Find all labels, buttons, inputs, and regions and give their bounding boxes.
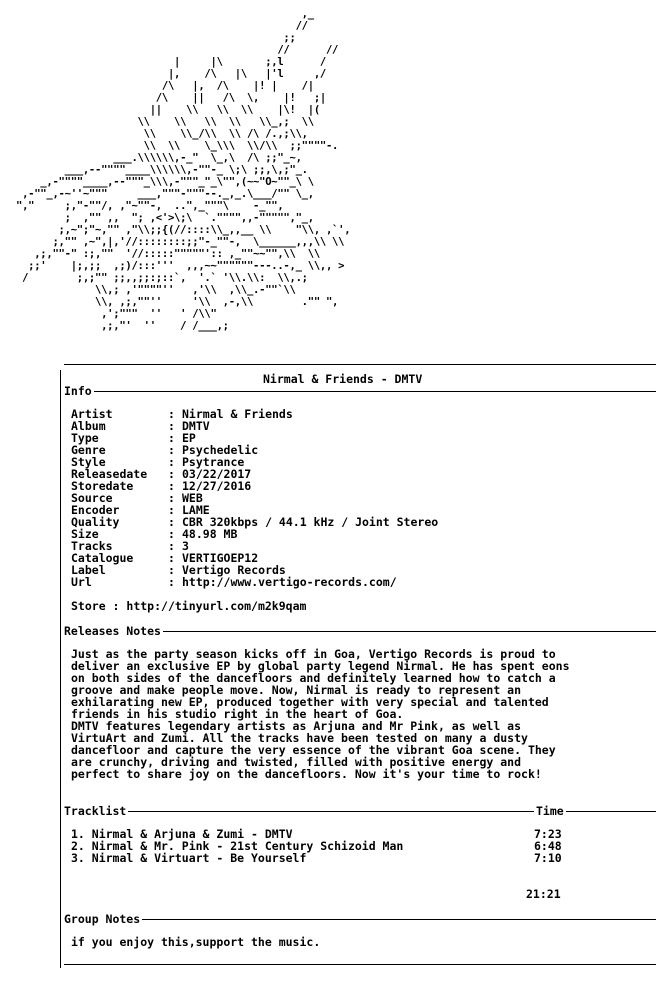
info-value: 3: [182, 539, 189, 553]
info-key: Releasedate: [71, 467, 148, 481]
notes-body: [71, 648, 570, 780]
track-time: 7:10: [534, 851, 562, 865]
info-row: [71, 492, 438, 504]
track-title: 2. Nirmal & Mr. Pink - 21st Century Schizoid Man: [71, 839, 404, 853]
info-value: 48.98 MB: [182, 527, 238, 541]
info-key: Artist: [71, 407, 113, 421]
info-key: Catalogue: [71, 551, 134, 565]
info-fields: [71, 408, 438, 588]
info-key: Label: [71, 563, 106, 577]
info-key: Quality: [71, 515, 120, 529]
info-row: [71, 576, 438, 588]
store-link[interactable]: http://tinyurl.com/m2k9qam: [126, 599, 307, 613]
info-key: Source: [71, 491, 113, 505]
colon-separator: :: [168, 575, 175, 589]
tracklist-body: [71, 828, 562, 864]
info-row: [71, 408, 438, 420]
store-label: Store: [71, 599, 106, 613]
tracklist-heading: Tracklist: [64, 804, 127, 818]
track-title: 1. Nirmal & Arjuna & Zumi - DMTV: [71, 827, 293, 841]
colon-separator: :: [168, 551, 175, 565]
tracklist-rule: [64, 811, 656, 812]
info-key: Encoder: [71, 503, 120, 517]
ascii-art-logo: ,_ // ;; // // | |\ ;,l / |, /\ |\ |'l ,/ /\ |, /\ |! | /| /\ || /\ \, |! ;| || \\ \\ \\ |\! |( \\ \\ \\ \\ \\_,; \\ \\ \\_/\\ \\ /\ /.,;\\, \\ \\ \_\\\ \\/\\ ;;""""-. ___.\\\\\\,-_" \_,\ /\ ;;"_~, ___,--""""____\\\\\\,-""-_ \;\ ;;,\,;"_. _,-""""____,--"""_\\\,-"""_"_\"",(~~"O~""_\ \ ,-""_,-~''~""" ___,"""-"""--._,_.\___/"" \_, "," ;,"-""/, ,"~""-, ..",_"""\ -_"", ; ,"" ,, "; ,<'>\;\ `."""",,-""""","_, ;,~";"~,"" ,"\\;;{(//::::\\_,,__ \\ "\\, ,`', ;,"" ,~",|,'//::::::::;;"-_""-, \______,,,\\ \\ ,;,""-" :;,"" '//:::::"""""':: ,_""~~"",\\ \\ ;;' |;,;; ,;)/:::''' ,,,~~""""""---..-,_ \\,, > / ;,;"" ;;,,;;:;::`, '.` '\\.\\: \\,.; \\,; ,'""""'' ,'\\ ,\\_.-""`\\ \\, ,;,""'' '\\ ,-,\\ ."" ", ,';""" '' ' /\\" ,;,"' '' / /___,;: [16, 8, 351, 332]
track-row: [71, 852, 562, 864]
info-row: [71, 528, 438, 540]
colon-separator: :: [168, 467, 175, 481]
info-key: Size: [71, 527, 99, 541]
info-value: 03/22/2017: [182, 467, 252, 481]
notes-line: are crunchy, driving and twisted, filled with positive energy and: [71, 755, 522, 769]
left-rule: [60, 370, 61, 968]
colon-separator: :: [168, 455, 175, 469]
group-rule: [64, 919, 656, 920]
info-row: [71, 420, 438, 432]
track-title: 3. Nirmal & Virtuart - Be Yourself: [71, 851, 307, 865]
info-key: Style: [71, 455, 106, 469]
info-value: LAME: [182, 503, 210, 517]
info-key: Tracks: [71, 539, 113, 553]
info-value: Psychedelic: [182, 443, 259, 457]
colon-separator: :: [168, 527, 175, 541]
info-value: Nirmal & Friends: [182, 407, 293, 421]
notes-heading: Releases Notes: [64, 624, 161, 638]
info-value[interactable]: http://www.vertigo-records.com/: [182, 575, 397, 589]
info-value: WEB: [182, 491, 203, 505]
info-key: Type: [71, 431, 99, 445]
info-row: [71, 516, 438, 528]
colon-separator: :: [168, 563, 175, 577]
colon-separator: :: [168, 431, 175, 445]
info-key: Url: [71, 575, 92, 589]
info-key: Storedate: [71, 479, 134, 493]
notes-line: friends in his studio right in the heart of Goa.: [71, 707, 404, 721]
info-value: Vertigo Records: [182, 563, 286, 577]
info-value: CBR 320kbps / 44.1 kHz / Joint Stereo: [182, 515, 439, 529]
group-heading: Group Notes: [64, 912, 141, 926]
top-rule: [64, 364, 656, 365]
notes-line: deliver an exclusive EP by global party legend Nirmal. He has spent eons: [71, 659, 570, 673]
info-key: Genre: [71, 443, 106, 457]
info-value: Psytrance: [182, 455, 245, 469]
info-key: Album: [71, 419, 106, 433]
colon-separator: :: [168, 515, 175, 529]
colon-separator: :: [168, 419, 175, 433]
colon-separator: :: [168, 503, 175, 517]
notes-line: exhilarating new EP, produced together with very special and talented: [71, 695, 549, 709]
colon-separator: :: [168, 491, 175, 505]
notes-line: dancefloor and capture the very essence of the vibrant Goa scene. They: [71, 743, 556, 757]
info-row: [71, 444, 438, 456]
nfo-panel: [60, 364, 656, 968]
info-rule: [64, 391, 656, 392]
colon-separator: :: [168, 539, 175, 553]
bottom-rule: [64, 964, 656, 965]
total-time: 21:21: [526, 887, 561, 901]
notes-line: DMTV features legendary artists as Arjuna and Mr Pink, as well as: [71, 719, 522, 733]
notes-line: on both sides of the dancefloors and definitely learned how to catch a: [71, 671, 556, 685]
info-value: DMTV: [182, 419, 210, 433]
notes-line: Just as the party season kicks off in Goa, Vertigo Records is proud to: [71, 647, 556, 661]
info-value: 12/27/2016: [182, 479, 252, 493]
colon-separator: :: [168, 407, 175, 421]
track-time: 6:48: [534, 839, 562, 853]
time-heading: Time: [536, 804, 564, 818]
group-notes-text: if you enjoy this,support the music.: [71, 935, 321, 949]
store-line: Store : http://tinyurl.com/m2k9qam: [71, 599, 307, 613]
release-title: Nirmal & Friends - DMTV: [263, 372, 423, 386]
info-row: [71, 480, 438, 492]
info-heading: Info: [64, 384, 92, 398]
colon-separator: :: [168, 479, 175, 493]
notes-line: perfect to share joy on the dancefloors. Now it's your time to rock!: [71, 767, 542, 781]
info-value: VERTIGOEP12: [182, 551, 259, 565]
colon-separator: :: [168, 443, 175, 457]
info-value: EP: [182, 431, 196, 445]
track-time: 7:23: [534, 827, 562, 841]
notes-line: groove and make people move. Now, Nirmal is ready to represent an: [71, 683, 522, 697]
notes-line: VirtuArt and Zumi. All the tracks have been tested on many a dusty: [71, 731, 528, 745]
